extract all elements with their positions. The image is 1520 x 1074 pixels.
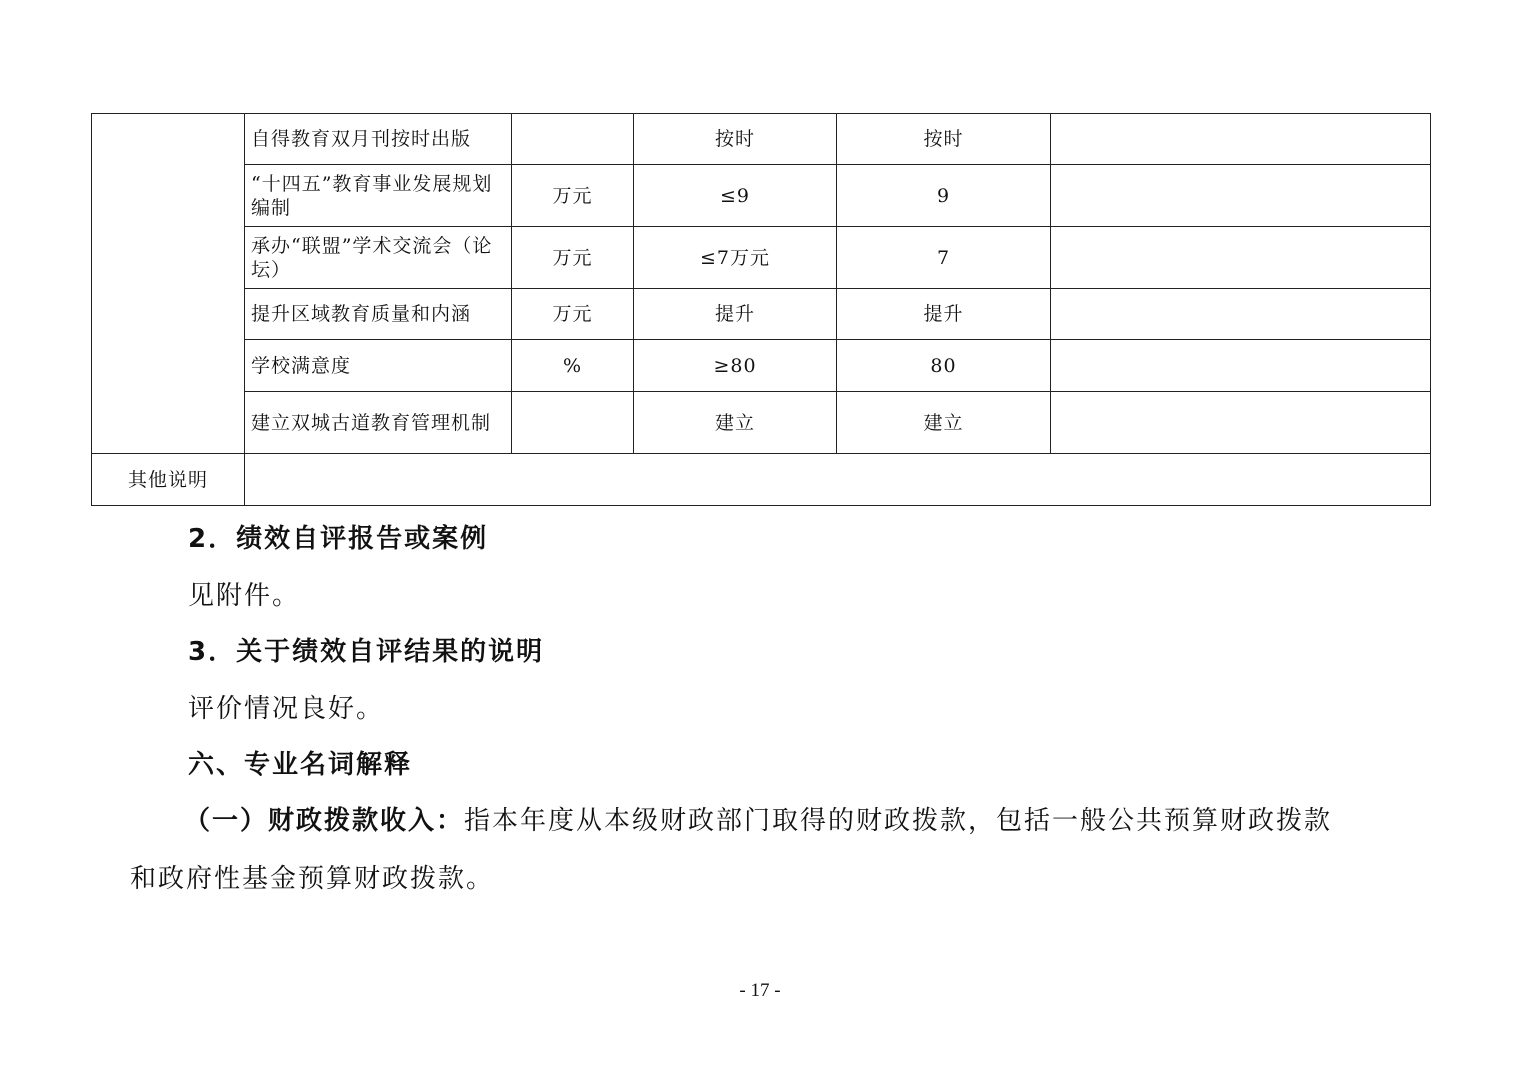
definition-1-term: （一）财政拨款收入： <box>184 806 465 836</box>
table-row <box>92 392 1431 454</box>
table-row <box>92 227 1431 289</box>
unit-cell: 万元 <box>512 165 634 227</box>
section-2-heading: 2．绩效自评报告或案例 <box>188 524 489 554</box>
table-row <box>92 340 1431 392</box>
note-cell <box>1051 165 1431 227</box>
unit-cell: 万元 <box>512 227 634 289</box>
section-6-heading: 六、专业名词解释 <box>188 750 413 780</box>
other-notes-label: 其他说明 <box>92 454 245 506</box>
table-row <box>92 165 1431 227</box>
indicator-cell: 自得教育双月刊按时出版 <box>245 114 512 165</box>
note-cell <box>1051 340 1431 392</box>
definition-1-line-2: 和政府性基金预算财政拨款。 <box>130 864 495 894</box>
actual-cell: 建立 <box>837 392 1051 454</box>
category-cell-empty <box>92 114 245 454</box>
note-cell <box>1051 114 1431 165</box>
target-cell: ≤7万元 <box>634 227 837 289</box>
performance-indicator-table <box>91 113 1431 506</box>
indicator-cell: 学校满意度 <box>245 340 512 392</box>
section-3-body: 评价情况良好。 <box>188 694 385 724</box>
indicator-cell: 提升区域教育质量和内涵 <box>245 289 512 340</box>
note-cell <box>1051 289 1431 340</box>
note-cell <box>1051 227 1431 289</box>
definition-1-line-1 <box>184 804 1332 838</box>
table-row-other-notes <box>92 454 1431 506</box>
target-cell: ≥80 <box>634 340 837 392</box>
note-cell <box>1051 392 1431 454</box>
page-number: - 17 - <box>739 980 781 1001</box>
actual-cell: 9 <box>837 165 1051 227</box>
target-cell: 提升 <box>634 289 837 340</box>
unit-cell <box>512 392 634 454</box>
section-2-body: 见附件。 <box>188 581 301 611</box>
actual-cell: 提升 <box>837 289 1051 340</box>
other-notes-value <box>245 454 1431 506</box>
indicator-cell: “十四五”教育事业发展规划编制 <box>245 165 512 227</box>
indicator-cell: 承办“联盟”学术交流会（论坛） <box>245 227 512 289</box>
definition-1-text: 指本年度从本级财政部门取得的财政拨款，包括一般公共预算财政拨款 <box>464 806 1333 836</box>
section-3-heading: 3．关于绩效自评结果的说明 <box>188 637 545 667</box>
unit-cell: % <box>512 340 634 392</box>
target-cell: 建立 <box>634 392 837 454</box>
table-row <box>92 289 1431 340</box>
actual-cell: 7 <box>837 227 1051 289</box>
actual-cell: 80 <box>837 340 1051 392</box>
indicator-cell: 建立双城古道教育管理机制 <box>245 392 512 454</box>
unit-cell <box>512 114 634 165</box>
unit-cell: 万元 <box>512 289 634 340</box>
actual-cell: 按时 <box>837 114 1051 165</box>
table-row <box>92 114 1431 165</box>
target-cell: ≤9 <box>634 165 837 227</box>
target-cell: 按时 <box>634 114 837 165</box>
